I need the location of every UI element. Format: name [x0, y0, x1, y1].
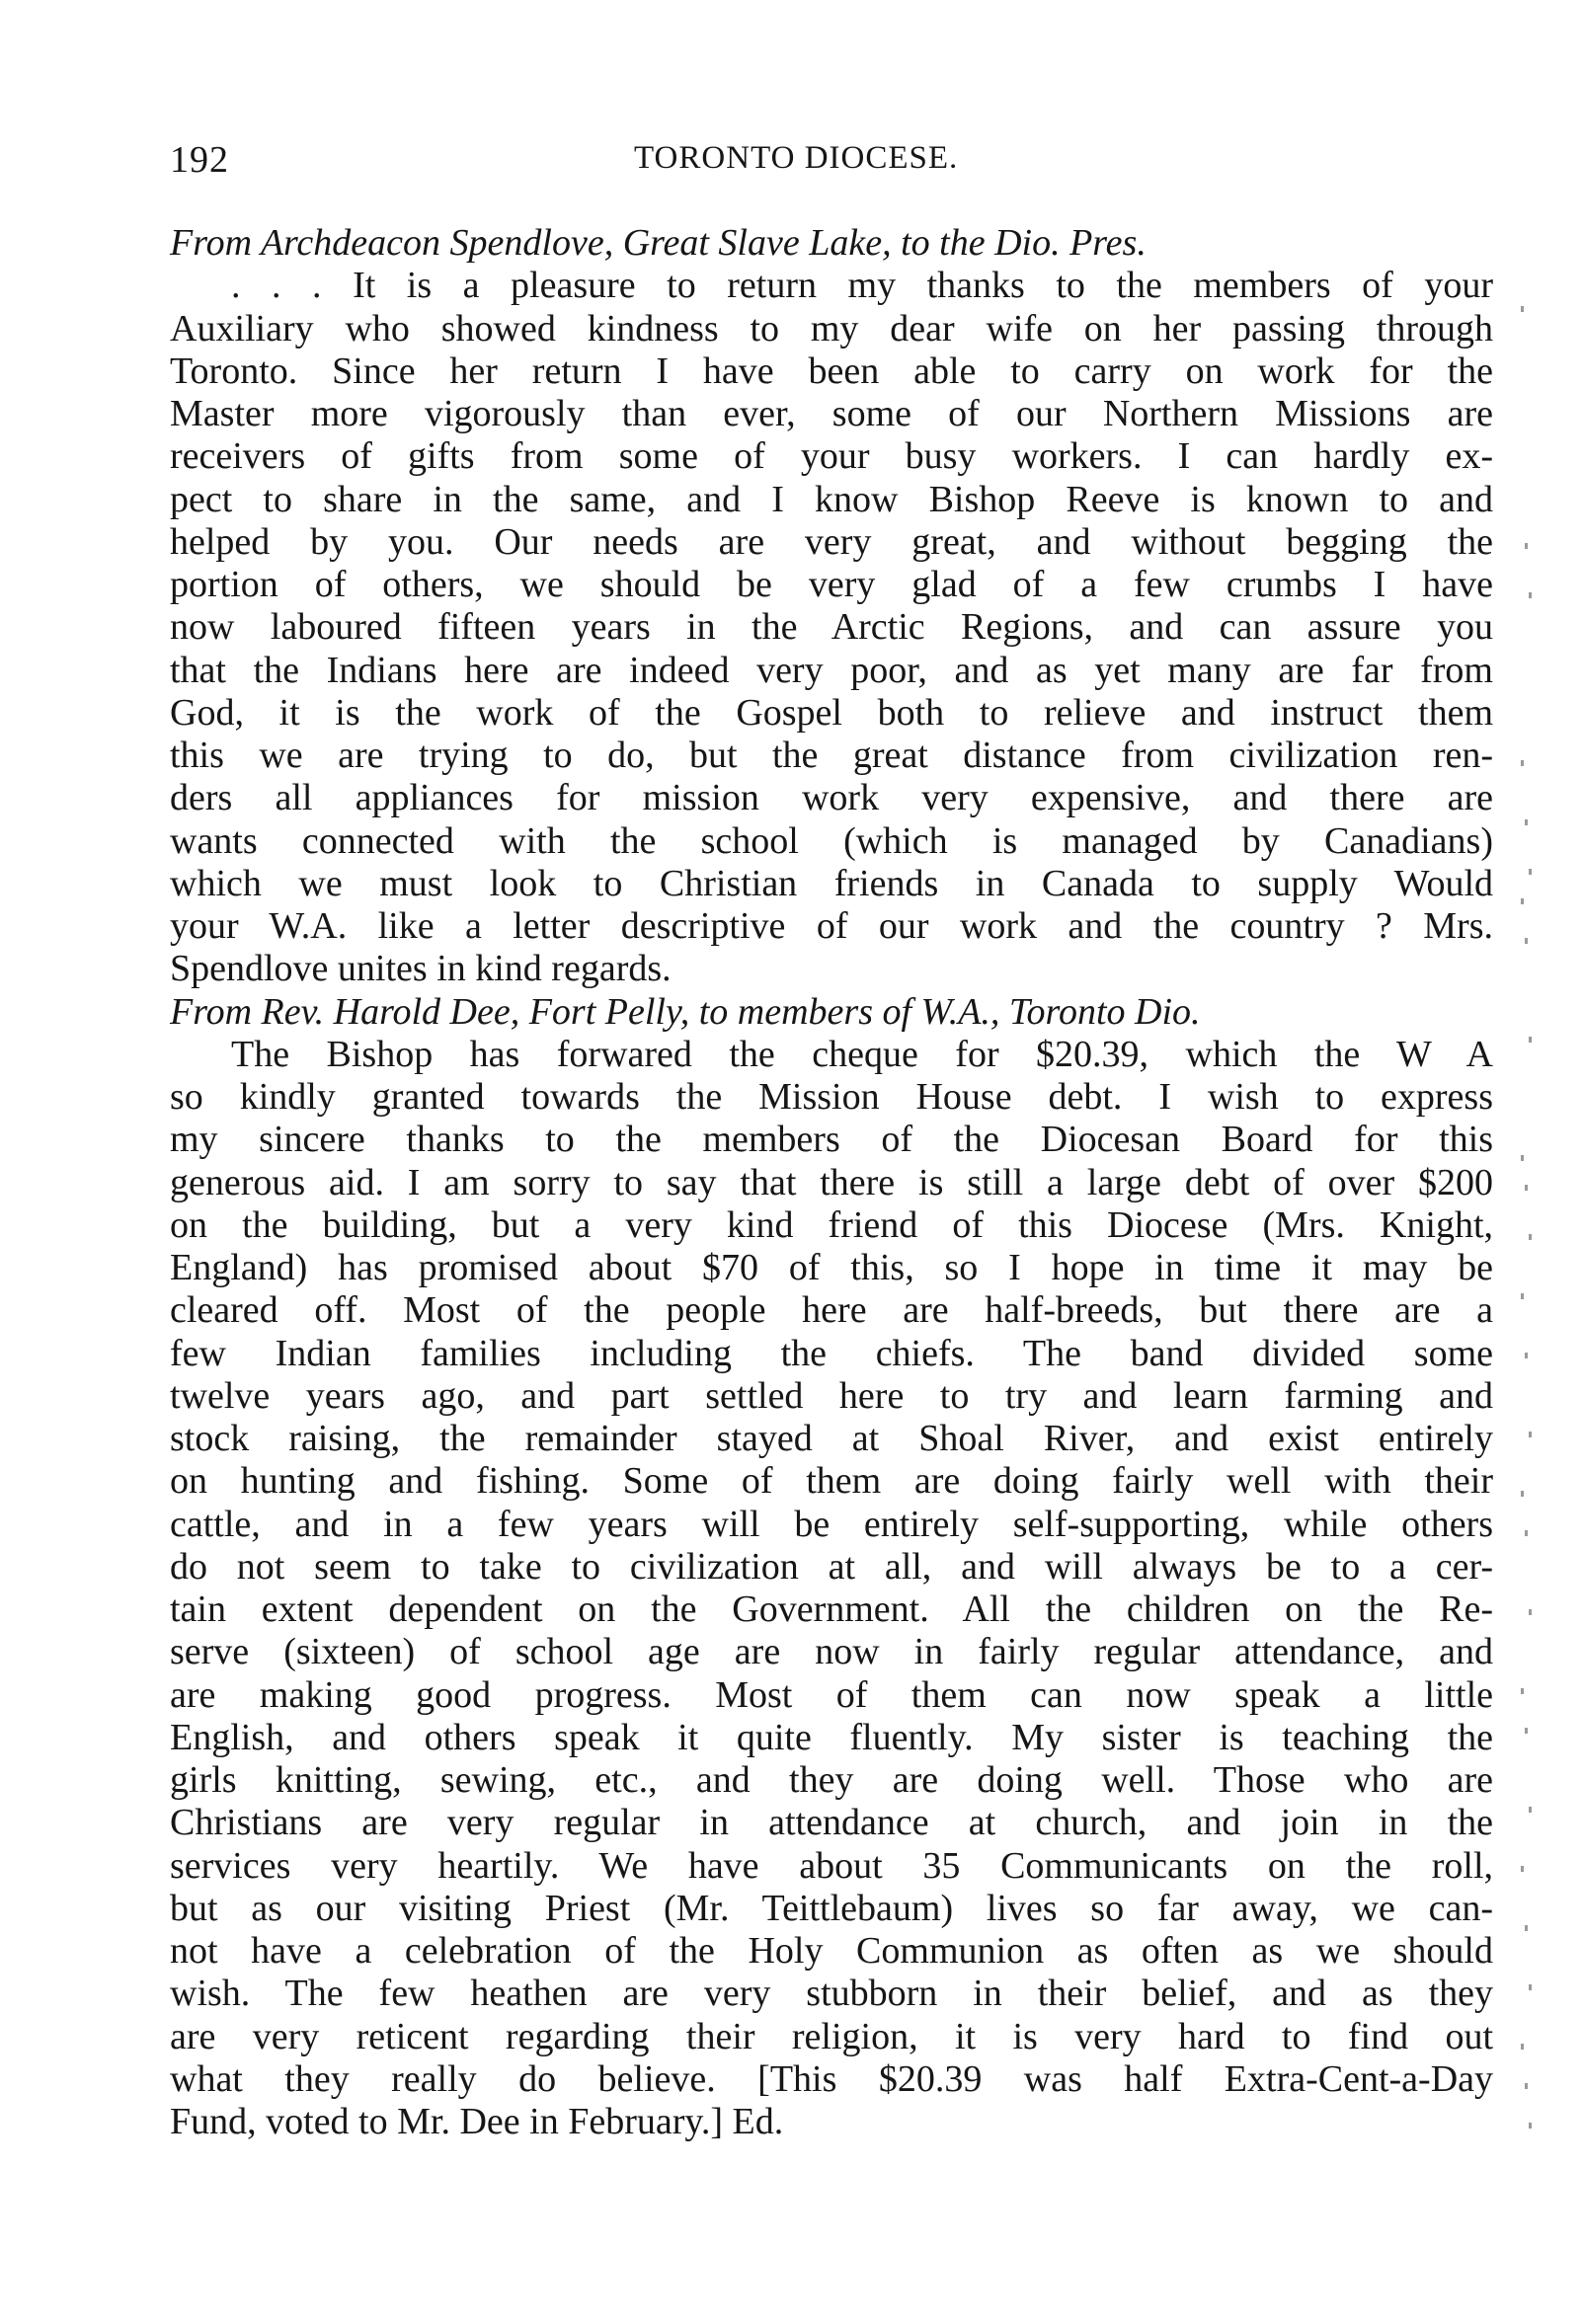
scan-speck: [1525, 819, 1528, 825]
text-line: this we are trying to do, but the great distance from civilization ren-: [170, 735, 1493, 776]
body-text: [170, 222, 1493, 2143]
text-line: services very heartily. We have about 35 Communicants on the roll,: [170, 1844, 1493, 1887]
scan-speck: [1525, 2083, 1528, 2089]
scan-speck: [1529, 1807, 1532, 1813]
scan-speck: [1521, 306, 1524, 312]
text-line: Toronto. Since her return I have been able to carry on work for the: [170, 349, 1493, 392]
scan-speck: [1525, 1185, 1528, 1191]
text-line: Christians are very regular in attendance at church, and join in the: [170, 1802, 1493, 1844]
scan-speck: [1529, 1984, 1532, 1990]
text-line: tain extent dependent on the Government. All the children on the Re-: [170, 1588, 1493, 1630]
scan-speck: [1521, 898, 1524, 904]
text-line: wants connected with the school (which is managed by Canadians): [170, 819, 1493, 862]
text-line: Spendlove unites in kind regards.: [170, 948, 672, 990]
scan-margin-marks: [1521, 188, 1541, 2162]
text-line: wish. The few heathen are very stubborn in their belief, and as they: [170, 1973, 1493, 2015]
letter-heading: From Rev. Harold Dee, Fort Pelly, to members of W.A., Toronto Dio.: [170, 990, 1201, 1033]
scan-speck: [1525, 938, 1528, 944]
scan-speck: [1521, 1293, 1524, 1299]
text-line: so kindly granted towards the Mission House debt. I wish to express: [170, 1076, 1493, 1118]
text-line: now laboured fifteen years in the Arctic Regions, and can assure you: [170, 606, 1493, 649]
scan-speck: [1529, 1432, 1532, 1437]
text-line: are making good progress. Most of them can now speak a little: [170, 1673, 1493, 1716]
text-line: that the Indians here are indeed very poor, and as yet many are far from: [170, 649, 1493, 691]
scan-speck: [1529, 1037, 1532, 1043]
text-line: helped by you. Our needs are very great, and without begging the: [170, 520, 1493, 563]
scan-speck: [1525, 1728, 1528, 1734]
text-line: pect to share in the same, and I know Bishop Reeve is known to and: [170, 478, 1493, 520]
scan-speck: [1529, 869, 1532, 875]
text-line: portion of others, we should be very glad of a few crumbs I have: [170, 564, 1493, 605]
text-line: do not seem to take to civilization at all, and will always be to a cer-: [170, 1545, 1493, 1588]
text-line: England) has promised about $70 of this, so I hope in time it may be: [170, 1247, 1493, 1288]
running-head: TORONTO DIOCESE.: [634, 140, 959, 176]
text-line: which we must look to Christian friends in Canada to supply Would: [170, 862, 1493, 904]
text-line: are very reticent regarding their religion, it is very hard to find out: [170, 2015, 1493, 2057]
scan-speck: [1525, 1530, 1528, 1536]
text-line: The Bishop has forwared the cheque for $20.39, which the W A: [231, 1033, 1493, 1075]
text-line: ders all appliances for mission work very expensive, and there are: [170, 777, 1493, 819]
text-line: Auxiliary who showed kindness to my dear wife on her passing through: [170, 307, 1493, 349]
text-line: serve (sixteen) of school age are now in fairly regular attendance, and: [170, 1631, 1493, 1673]
text-line: English, and others speak it quite fluently. My sister is teaching the: [170, 1716, 1493, 1758]
scan-speck: [1529, 1609, 1532, 1615]
text-line: God, it is the work of the Gospel both to relieve and instruct them: [170, 691, 1493, 734]
text-line: stock raising, the remainder stayed at Shoal River, and exist entirely: [170, 1418, 1493, 1459]
text-line: but as our visiting Priest (Mr. Teittlebaum) lives so far away, we can-: [170, 1887, 1493, 1929]
text-line: receivers of gifts from some of your busy workers. I can hardly ex-: [170, 435, 1493, 478]
scan-speck: [1525, 1353, 1528, 1358]
text-line: girls knitting, sewing, etc., and they are doing well. Those who are: [170, 1759, 1493, 1801]
letter-heading: From Archdeacon Spendlove, Great Slave Lake, to the Dio. Pres.: [170, 222, 1147, 264]
text-line: Fund, voted to Mr. Dee in February.] Ed.: [170, 2101, 784, 2142]
scan-speck: [1529, 2123, 1532, 2129]
text-line: generous aid. I am sorry to say that there is still a large debt of over $200: [170, 1161, 1493, 1203]
page-header: [170, 138, 1493, 197]
text-line: cattle, and in a few years will be entirely self-supporting, while others: [170, 1503, 1493, 1545]
scan-speck: [1521, 760, 1524, 766]
text-line: . . . It is a pleasure to return my thanks to the members of your: [231, 265, 1493, 307]
scan-speck: [1525, 543, 1528, 549]
text-line: on hunting and fishing. Some of them are doing fairly well with their: [170, 1460, 1493, 1503]
scan-speck: [1529, 592, 1532, 598]
text-line: Master more vigorously than ever, some of our Northern Missions are: [170, 393, 1493, 434]
text-line: my sincere thanks to the members of the Diocesan Board for this: [170, 1119, 1493, 1161]
text-line: twelve years ago, and part settled here to try and learn farming and: [170, 1374, 1493, 1417]
text-line: few Indian families including the chiefs. The band divided some: [170, 1332, 1493, 1374]
text-line: your W.A. like a letter descriptive of our work and the country ? Mrs.: [170, 905, 1493, 947]
text-line: not have a celebration of the Holy Communion as often as we should: [170, 1930, 1493, 1972]
scan-speck: [1521, 1688, 1524, 1694]
scan-speck: [1525, 1925, 1528, 1931]
text-line: on the building, but a very kind friend of this Diocese (Mrs. Knight,: [170, 1203, 1493, 1246]
text-line: what they really do believe. [This $20.39 was half Extra-Cent-a-Day: [170, 2057, 1493, 2100]
scan-speck: [1521, 1491, 1524, 1497]
text-line: cleared off. Most of the people here are half-breeds, but there are a: [170, 1289, 1493, 1332]
page-number: 192: [170, 139, 229, 181]
scan-speck: [1521, 1866, 1524, 1872]
scan-speck: [1521, 2044, 1524, 2050]
scan-speck: [1529, 1234, 1532, 1240]
scan-speck: [1521, 1155, 1524, 1161]
